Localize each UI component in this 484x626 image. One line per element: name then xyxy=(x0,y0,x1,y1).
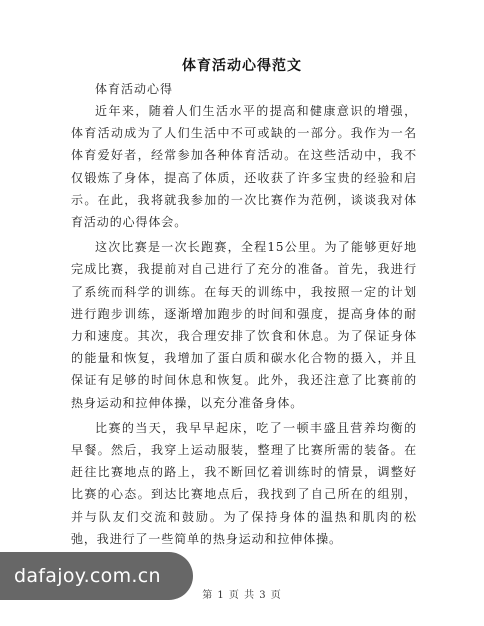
document-title: 体育活动心得范文 xyxy=(182,58,302,74)
paragraph-2: 这次比赛是一次长跑赛，全程15公里。为了能够更好地完成比赛，我提前对自己进行了充分的准备。首先，我进行了系统而科学的训练。在每天的训练中，我按照一定的计划进行跑步训练，逐渐增加跑步的时间和强度，提高身体的耐力和速度。其次，我合理安排了饮食和休息。为了保证身体的能量和恢复，我增加了蛋白质和碳水化合物的摄入，并且保证有足够的时间休息和恢复。此外，我还注意了比赛前的热身运动和拉伸体操，以充分准备身体。 xyxy=(71,240,417,410)
document-body xyxy=(71,100,417,553)
document-subtitle: 体育活动心得 xyxy=(95,82,174,96)
page-indicator: 第 1 页 共 3 页 xyxy=(202,590,282,601)
paragraph-1: 近年来，随着人们生活水平的提高和健康意识的增强，体育活动成为了人们生活中不可或缺的一部分。我作为一名体育爱好者，经常参加各种体育活动。在这些活动中，我不仅锻炼了身体，提高了体质，还收获了许多宝贵的经验和启示。在此，我将就我参加的一次比赛作为范例，谈谈我对体育活动的心得体会。 xyxy=(71,104,417,230)
paragraph-3: 比赛的当天，我早早起床，吃了一顿丰盛且营养均衡的早餐。然后，我穿上运动服装，整理了比赛所需的装备。在赶往比赛地点的路上，我不断回忆着训练时的情景，调整好比赛的心态。到达比赛地点后，我找到了自己所在的组别，并与队友们交流和鼓励。为了保持身体的温热和肌肉的松弛，我进行了一些简单的热身运动和拉伸体操。 xyxy=(71,420,417,546)
watermark-text: dafajoy.com.cn xyxy=(14,565,161,587)
watermark-banner xyxy=(0,552,193,600)
